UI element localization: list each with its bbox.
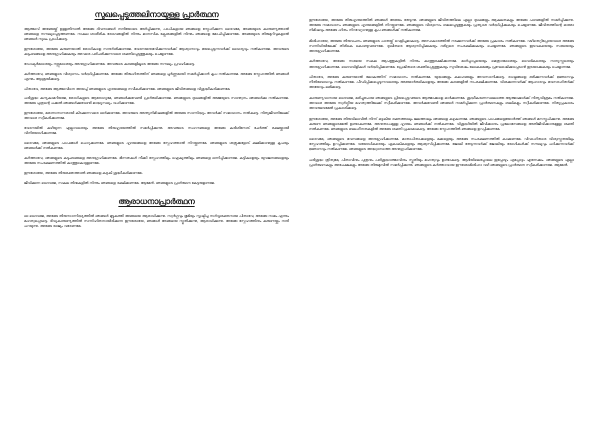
- section-title: സുഖപ്പെടുത്തലിനായുള്ള പ്രാർത്ഥന: [94, 10, 219, 19]
- paragraph: ദൈവമേ, ഞങ്ങളുടെ പാപങ്ങൾ പൊറുക്കണമേ. ഞങ്ങളുടെ ഹൃദയങ്ങളെ അങ്ങേ സ്നേഹത്താൽ നിറയ്ക്കണമേ. ഞങ്ങളുടെ ശത്രുക്കളോട് ക്ഷമിക്കാനുള്ള കൃപയും ഞങ്ങൾക്ക് നൽകണമേ.: [24, 141, 289, 151]
- right-column: [309, 10, 574, 420]
- left-column: [24, 10, 289, 420]
- paragraph: ഈശോയേ, അങ്ങേ തിരുവിലാവിൽ നിന്ന് ഒഴുകിയ രക്തത്താലും ജലത്താലും ഞങ്ങളെ കഴുകണമേ. ഞങ്ങളുടെ പാപങ്ങളെയോർത്ത് ഞങ്ങൾ മനസ്തപിക്കുന്നു. അങ്ങേ കരുണ ഞങ്ങളുടെമേൽ ഉണ്ടാകണമേ. അനുതാപമുള്ള ഹൃദയം ഞങ്ങൾക്ക് നൽകണമേ. വിശുദ്ധിയിൽ ജീവിക്കാനും പ്രലോഭനങ്ങളെ അതിജീവിക്കാനുമുള്ള ശക്തി നൽകണമേ. ഞങ്ങളുടെ ബലഹീനതകളിൽ അങ്ങേ ശക്തി പ്രകടമാകട്ടെ. അങ്ങേ സ്നേഹത്തിൽ ഞങ്ങളെ ഉറപ്പിക്കണമേ.: [309, 116, 574, 131]
- section-title: ആരാധനാപ്രാർത്ഥന: [118, 196, 195, 206]
- paragraph: ആത്മാവ് അങ്ങേയ്ക്ക് ഉള്ളതിനാൽ അങ്ങേ ദിവസങ്ങൾ നന്ദിയോടെ അർപ്പിക്കുന്നു, പാപികളായ ഞങ്ങളെ സ്നേഹിക്കുന്ന ദൈവമേ, അങ്ങയുടെ കാരുണ്യത്താൽ ഞങ്ങളെ സൗഖ്യപ്പെടുത്തണമേ. സകല ശാരീരിക രോഗങ്ങളിൽ നിന്നും മാനസിക ക്ലേശങ്ങളിൽ നിന്നും ഞങ്ങളെ മോചിപ്പിക്കണമേ. അങ്ങയുടെ തിരുമുറിവുകളാൽ ഞങ്ങൾ സുഖം പ്രാപിക്കട്ടെ.: [24, 27, 289, 42]
- paragraph: കർത്താവേ, അങ്ങേ സഭയെ സകല ആപത്തുകളിൽ നിന്നും കാത്തുരക്ഷിക്കണമേ. മാർപ്പാപ്പയെയും മെത്രാന്മാരെയും വൈദികരെയും സന്യസ്തരെയും അനുഗ്രഹിക്കണമേ. ദൈവവിളികൾ വർദ്ധിപ്പിക്കണമേ. പ്രേഷിതരെ ശക്തിപ്പെടുത്തുകയും സുവിശേഷം ലോകമെങ്ങും പ്രഘോഷിക്കപ്പെടാൻ ഇടയാക്കുകയും ചെയ്യണമേ.: [309, 59, 574, 69]
- paragraph: മിശിഹായേ, അങ്ങേ തിരുവചനം ഞങ്ങളുടെ പാതയ്ക്ക് വെളിച്ചമാകട്ടെ. അന്ധകാരത്തിൽ നടക്കുന്നവർക്ക് അങ്ങേ പ്രകാശം നൽകണമേ. വഴിതെറ്റിപ്പോയവരെ അങ്ങേ സന്നിധിയിലേക്ക് തിരികെ കൊണ്ടുവരണമേ. ദുഃഖിതരെ ആശ്വസിപ്പിക്കുകയും ദരിദ്രരെ സംരക്ഷിക്കുകയും ചെയ്യണമേ. ഞങ്ങളുടെ ഇടവകയെയും സഭയെയും അനുഗ്രഹിക്കണമേ.: [309, 38, 574, 53]
- paragraph: പരിശുദ്ധ ത്രിത്വമേ, പിതാവിനും പുത്രനും പരിശുദ്ധാത്മാവിനും സ്തുതിയും മഹത്വവും ഉണ്ടാകട്ടെ. ആദിയിലെപ്പോലെ ഇപ്പോഴും എപ്പോഴും എന്നേക്കും. ഞങ്ങളുടെ എല്ലാ പ്രാർത്ഥനകളും അപേക്ഷകളും അങ്ങേ തിരുമുമ്പിൽ സമർപ്പിക്കുന്നു. ഞങ്ങളുടെ കർത്താവായ ഈശോമിശിഹാ വഴി ഞങ്ങളുടെ പ്രാർത്ഥന സ്വീകരിക്കണമേ. ആമേൻ.: [309, 158, 574, 168]
- paragraph: ഈശോയേ, അങ്ങേ തിരുഹൃദയത്തിൽ ഞങ്ങൾ അഭയം തേടുന്നു. ഞങ്ങളുടെ ജീവിതത്തിലെ എല്ലാ ദുഃഖങ്ങളും ആകുലതകളും അങ്ങേ പാദങ്ങളിൽ സമർപ്പിക്കുന്നു. അങ്ങേ സമാധാനം ഞങ്ങളുടെ ഹൃദയങ്ങളിൽ നിറയ്ക്കണമേ. ഞങ്ങളുടെ വിശ്വാസം ബലപ്പെടുത്തുകയും പ്രത്യാശ വർദ്ധിപ്പിക്കുകയും ചെയ്യണമേ. ജീവിതത്തിന്റെ ഓരോ നിമിഷവും അങ്ങേ ഹിതം നിറവേറ്റാനുള്ള കൃപ ഞങ്ങൾക്ക് നൽകണമേ.: [309, 18, 574, 33]
- paragraph: ഡോക്ടർമാരെയും നഴ്സുമാരെയും അനുഗ്രഹിക്കണമേ. അവരുടെ കരങ്ങളിലൂടെ അങ്ങേ സൗഖ്യം പ്രവഹിക്കട്ടെ.: [24, 61, 196, 66]
- paragraph: കാരുണ്യവാനായ ദൈവമേ, മരിച്ചുപോയ ഞങ്ങളുടെ പ്രിയപ്പെട്ടവരുടെ ആത്മാക്കളെ ഓർക്കണമേ. ശുദ്ധീകരണസ്ഥലത്തെ ആത്മാക്കൾക്ക് നിത്യവിശ്രമം നൽകണമേ. അവരെ അങ്ങേ സ്വർഗ്ഗീയ മഹത്വത്തിലേക്ക് സ്വീകരിക്കണമേ. അവർക്കുവേണ്ടി ഞങ്ങൾ സമർപ്പിക്കുന്ന പ്രാർത്ഥനകളും ബലികളും സ്വീകരിക്കണമേ. നിത്യപ്രകാശം അവരുടെമേൽ പ്രകാശിക്കട്ടെ.: [309, 95, 574, 110]
- paragraph: കർത്താവേ, ഞങ്ങളുടെ കുടുംബങ്ങളെ അനുഗ്രഹിക്കണമേ. ഭിന്നതകൾ നീക്കി സ്നേഹത്തിലും ഐക്യത്തിലും ഞങ്ങളെ ഒന്നിപ്പിക്കണമേ. കുട്ടികളെയും യുവജനങ്ങളെയും അങ്ങേ സംരക്ഷണത്തിൽ കാത്തുകൊള്ളണമേ.: [24, 155, 289, 166]
- paragraph: ദൈവമേ, ഞങ്ങളുടെ ഭവനങ്ങളെ അനുഗ്രഹിക്കണമേ. മാതാപിതാക്കളെയും മക്കളെയും അങ്ങേ സംരക്ഷണത്തിൽ കാക്കണമേ. വിവാഹിതരെ വിശ്വസ്തതയിലും സ്നേഹത്തിലും ഉറപ്പിക്കണമേ. വയോധികരെയും ഏകാകികളെയും ആശ്വസിപ്പിക്കണമേ. ജോലി തേടുന്നവർക്ക് ജോലിയും രോഗികൾക്ക് സൗഖ്യവും പഠിക്കുന്നവർക്ക് ജ്ഞാനവും നൽകണമേ. ഞങ്ങളുടെ അദ്ധ്വാനത്തെ അനുഗ്രഹിക്കണമേ.: [309, 137, 574, 152]
- paragraph: പിതാവേ, അങ്ങേ കരുണയാൽ ലോകത്തിന് സമാധാനം നൽകണമേ. യുദ്ധങ്ങളും കലഹങ്ങളും അവസാനിക്കട്ടെ. രാഷ്ട്രങ്ങളെ ഭരിക്കുന്നവർക്ക് ജ്ഞാനവും നീതിബോധവും നൽകണമേ. പീഡിപ്പിക്കപ്പെടുന്നവരെയും അഭയാർത്ഥികളെയും അങ്ങേ കരങ്ങളിൽ സംരക്ഷിക്കണമേ. വിശക്കുന്നവർക്ക് ആഹാരവും ഭവനരഹിതർക്ക് അഭയവും ലഭിക്കട്ടെ.: [309, 75, 574, 90]
- paragraph: പരിശുദ്ധ കന്യകാമറിയമേ, രോഗികളുടെ ആരോഗ്യമേ, ഞങ്ങൾക്കുവേണ്ടി പ്രാർത്ഥിക്കണമേ. ഞങ്ങളുടെ ദുഃഖങ്ങളിൽ അമ്മയുടെ സാന്ത്വനം ഞങ്ങൾക്കു നൽകണമേ. അങ്ങേ പുത്രന്റെ പക്കൽ ഞങ്ങൾക്കുവേണ്ടി മാദ്ധ്യസ്ഥ്യം വഹിക്കണമേ.: [24, 96, 289, 106]
- paragraph: ജീവിക്കുന്ന ദൈവമേ, സകല തിന്മകളിൽ നിന്നും ഞങ്ങളെ രക്ഷിക്കണമേ. ആമേൻ. ഞങ്ങളുടെ പ്രാർത്ഥന കേട്ടരുളണമേ.: [24, 180, 215, 185]
- paragraph: കർത്താവേ, ഞങ്ങളുടെ വിശ്വാസം വർദ്ധിപ്പിക്കണമേ. അങ്ങേ തിരുഹിതത്തിന് ഞങ്ങളെ പൂർണ്ണമായി സമർപ്പിക്കാൻ കൃപ നൽകണമേ. അങ്ങേ സ്നേഹത്തിൽ ഞങ്ങൾ എന്നും ആശ്രയിക്കട്ടെ.: [24, 71, 289, 81]
- paragraph: വേദനയിൽ കഴിയുന്ന എല്ലാവരെയും അങ്ങേ തിരുഹൃദയത്തിൽ സമർപ്പിക്കുന്നു. അവരുടെ സഹനങ്ങളെ അങ്ങേ കുരിശിനോട് ചേർത്ത് രക്ഷയ്ക്കായി വിനിയോഗിക്കണമേ.: [24, 126, 289, 136]
- paragraph: ഈശോയേ, അങ്ങേ കരുണയാൽ രോഗികളെ സന്ദർശിക്കണമേ. വേദനയനുഭവിക്കുന്നവർക്ക് ആശ്വാസവും ഭയപ്പെടുന്നവർക്ക് ധൈര്യവും നൽകണമേ. അവരുടെ കുടുംബങ്ങളെ അനുഗ്രഹിക്കുകയും അവരെ പരിചരിക്കുന്നവരെ ശക്തിപ്പെടുത്തുകയും ചെയ്യണമേ.: [24, 46, 289, 56]
- paragraph: പിതാവേ, അങ്ങേ ആത്മാവിനെ അയച്ച് ഞങ്ങളുടെ ഹൃദയങ്ങളെ നവീകരിക്കണമേ. ഞങ്ങളുടെ ജീവിതങ്ങളെ വിശുദ്ധീകരിക്കണമേ.: [24, 86, 231, 91]
- paragraph: ഈശോയേ, മരണാസന്നരായി കിടക്കുന്നവരെ ഓർക്കണമേ. അവരുടെ അന്ത്യനിമിഷങ്ങളിൽ അങ്ങേ സാന്നിദ്ധ്യം അവർക്ക് സമാധാനം നൽകട്ടെ. നിത്യജീവനിലേക്ക് അവരെ സ്വീകരിക്കണമേ.: [24, 111, 289, 121]
- paragraph: ഓ ദൈവമേ, അങ്ങേ തിരുസാന്നിദ്ധ്യത്തിൽ ഞങ്ങൾ മുട്ടുകുത്തി അങ്ങയെ ആരാധിക്കുന്നു. സ്വർഗ്ഗവും ഭൂമിയും സൃഷ്ടിച്ച സർവ്വശക്തനായ പിതാവേ, അങ്ങേ നാമം എന്നും മഹത്വപ്പെടട്ടെ. ദിവ്യകാരുണ്യത്തിൽ സന്നിഹിതനായിരിക്കുന്ന ഈശോയേ, ഞങ്ങൾ അങ്ങയെ സ്തുതിക്കുന്നു, ആരാധിക്കുന്നു. അങ്ങേ സ്നേഹത്തിനും കരുണയ്ക്കും നന്ദി പറയുന്നു. അങ്ങേ രാജ്യം വരേണമേ.: [24, 213, 289, 228]
- paragraph: ഈശോയേ, അങ്ങേ തിരുരക്തത്താൽ ഞങ്ങളെ കഴുകി ശുദ്ധീകരിക്കണമേ.: [24, 170, 143, 175]
